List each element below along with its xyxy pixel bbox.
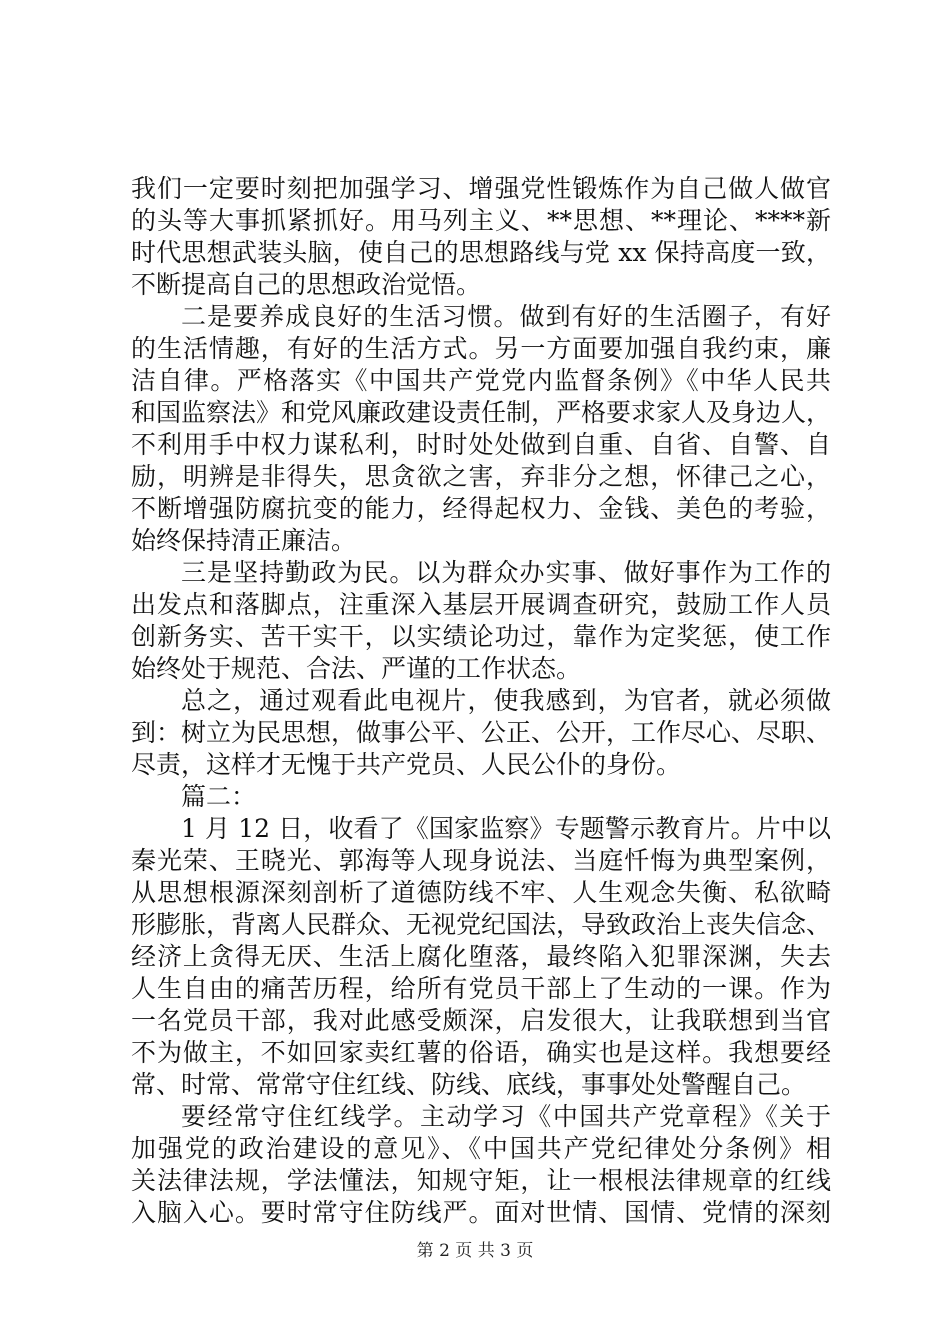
text-line: 洁自律。严格落实《中国共产党党内监督条例》《中华人民共 xyxy=(131,366,831,395)
text-line: 到：树立为民思想，做事公平、公正、公开，工作尽心、尽职、 xyxy=(131,718,831,747)
text-line: 经济上贪得无厌、生活上腐化堕落，最终陷入犯罪深渊，失去 xyxy=(131,942,831,971)
text-line: 我们一定要时刻把加强学习、增强党性锻炼作为自己做人做官 xyxy=(131,174,831,203)
text-line: 和国监察法》和党风廉政建设责任制，严格要求家人及身边人， xyxy=(131,398,831,427)
text-line: 不断增强防腐抗变的能力，经得起权力、金钱、美色的考验， xyxy=(131,494,831,523)
text-line: 始终保持清正廉洁。 xyxy=(131,526,357,555)
section-heading: 篇二： xyxy=(181,782,257,811)
text-line: 从思想根源深刻剖析了道德防线不牢、人生观念失衡、私欲畸 xyxy=(131,878,831,907)
text-line: 加强党的政治建设的意见》、《中国共产党纪律处分条例》相 xyxy=(131,1134,831,1163)
text-line: 始终处于规范、合法、严谨的工作状态。 xyxy=(131,654,582,683)
text-line: 不利用手中权力谋私利，时时处处做到自重、自省、自警、自 xyxy=(131,430,831,459)
page-number-footer: 第 2 页 共 3 页 xyxy=(416,1241,534,1261)
text-line: 时代思想武装头脑，使自己的思想路线与党 xx 保持高度一致， xyxy=(131,238,831,267)
text-line: 总之，通过观看此电视片，使我感到，为官者，就必须做 xyxy=(181,686,831,715)
text-line: 创新务实、苦干实干，以实绩论功过，靠作为定奖惩，使工作 xyxy=(131,622,831,651)
text-line: 不为做主，不如回家卖红薯的俗语，确实也是这样。我想要经 xyxy=(131,1038,831,1067)
text-line: 常、时常、常常守住红线、防线、底线，事事处处警醒自己。 xyxy=(131,1070,807,1099)
text-line: 人生自由的痛苦历程，给所有党员干部上了生动的一课。作为 xyxy=(131,974,831,1003)
text-line: 1 月 12 日，收看了《国家监察》专题警示教育片。片中以 xyxy=(181,814,831,843)
text-line: 二是要养成良好的生活习惯。做到有好的生活圈子，有好 xyxy=(181,302,831,331)
text-line: 关法律法规，学法懂法，知规守矩，让一根根法律规章的红线 xyxy=(131,1166,831,1195)
text-line: 的生活情趣，有好的生活方式。另一方面要加强自我约束，廉 xyxy=(131,334,831,363)
text-line: 不断提高自己的思想政治觉悟。 xyxy=(131,270,482,299)
text-line: 形膨胀，背离人民群众、无视党纪国法，导致政治上丧失信念、 xyxy=(131,910,831,939)
text-line: 一名党员干部，我对此感受颇深，启发很大，让我联想到当官 xyxy=(131,1006,831,1035)
text-line: 三是坚持勤政为民。以为群众办实事、做好事作为工作的 xyxy=(181,558,831,587)
text-line: 要经常守住红线学。主动学习《中国共产党章程》《关于 xyxy=(181,1102,831,1131)
body-text xyxy=(131,173,831,1229)
text-line: 秦光荣、王晓光、郭海等人现身说法、当庭忏悔为典型案例， xyxy=(131,846,831,875)
text-line: 的头等大事抓紧抓好。用马列主义、**思想、**理论、****新 xyxy=(131,206,831,235)
text-line: 入脑入心。要时常守住防线严。面对世情、国情、党情的深刻 xyxy=(131,1198,831,1227)
text-line: 出发点和落脚点，注重深入基层开展调查研究，鼓励工作人员 xyxy=(131,590,831,619)
text-line: 尽责，这样才无愧于共产党员、人民公仆的身份。 xyxy=(131,750,682,779)
text-line: 励，明辨是非得失，思贪欲之害，弃非分之想，怀律己之心， xyxy=(131,462,831,491)
